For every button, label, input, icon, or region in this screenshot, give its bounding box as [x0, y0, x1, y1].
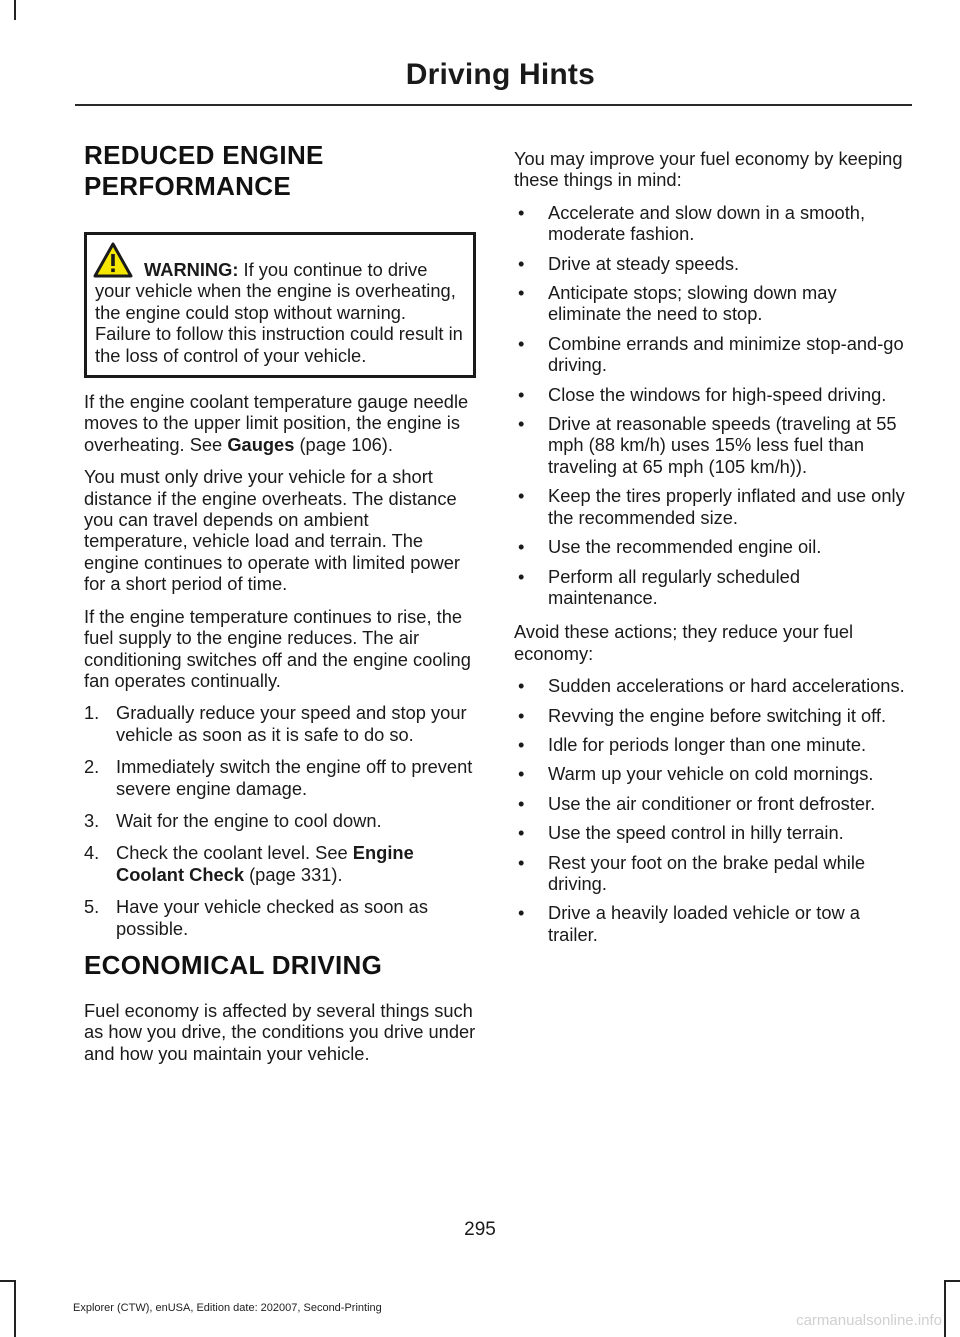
crop-mark-top-left [14, 0, 16, 20]
overheat-paragraph: If the engine coolant temperature gauge needle moves to the upper limit position, the engine is overheating. See Gauges (page 106). [84, 391, 469, 455]
list-item: • Accelerate and slow down in a smooth, moderate fashion. [518, 201, 866, 245]
list-item: • Use the speed control in hilly terrain. [518, 822, 844, 844]
list-item: • Warm up your vehicle on cold mornings. [518, 763, 874, 785]
reduced-heading-line1: REDUCED ENGINE [84, 140, 324, 170]
watermark: carmanualsonline.info [796, 1312, 942, 1329]
list-item: • Drive a heavily loaded vehicle or tow a trailer. [518, 902, 860, 945]
list-item: 1. Gradually reduce your speed and stop your vehicle as soon as it is safe to do so. [84, 702, 467, 745]
improve-list [514, 202, 909, 609]
section-title: Driving Hints [405, 58, 595, 91]
list-item: • Use the recommended engine oil. [518, 536, 822, 558]
list-item: • Sudden accelerations or hard accelerations. [518, 675, 905, 697]
list-item: • Idle for periods longer than one minute. [518, 733, 867, 755]
improve-intro: You may improve your fuel economy by keeping these things in mind: [514, 148, 903, 191]
avoid-list [514, 675, 909, 945]
left-column [84, 140, 476, 1075]
warning-label: WARNING: [144, 259, 239, 280]
fuel-economy-paragraph: Fuel economy is affected by several things such as how you drive, the conditions you drive under and how you maintain your vehicle. [84, 999, 476, 1064]
warning-box [84, 232, 476, 378]
list-item: 5. Have your vehicle checked as soon as possible. [84, 896, 428, 939]
steps-list [84, 702, 476, 939]
economical-driving-heading: ECONOMICAL DRIVING [84, 949, 383, 980]
avoid-intro: Avoid these actions; they reduce your fuel economy: [514, 621, 854, 664]
list-item: 3. Wait for the engine to cool down. [84, 809, 382, 831]
short-distance-paragraph: You must only drive your vehicle for a short distance if the engine overheats. The distance you can travel depends on ambient temperature, vehicle load and terrain. The engine continues to operate with limited power for a short period of time. [84, 466, 461, 595]
list-item: • Revving the engine before switching it off. [518, 704, 887, 726]
reduced-engine-heading [84, 140, 476, 202]
list-item: • Anticipate stops; slowing down may eliminate the need to stop. [518, 282, 837, 325]
crop-mark-bottom-left-h [0, 1280, 16, 1282]
reduced-heading-line2: PERFORMANCE [84, 171, 291, 201]
engine-coolant-check-link[interactable]: Engine Coolant Check [116, 842, 414, 885]
warning-body: If you continue to drive your vehicle when the engine is overheating, the engine could stop without warning. Failure to follow this instruction could result in the loss of control of your vehicle. [95, 259, 463, 366]
warning-triangle-icon [93, 242, 133, 278]
right-column [514, 148, 909, 958]
list-item: 4. Check the coolant level. See Engine Coolant Check (page 331). [84, 842, 414, 885]
list-item: • Close the windows for high-speed driving. [518, 383, 887, 405]
list-item: • Combine errands and minimize stop-and-go driving. [518, 332, 904, 376]
list-item: • Drive at reasonable speeds (traveling at 55 mph (88 km/h) uses 15% less fuel than traveling at 65 mph (105 km/h)). [518, 413, 897, 477]
list-item: • Perform all regularly scheduled maintenance. [518, 565, 800, 608]
list-item: • Keep the tires properly inflated and use only the recommended size. [518, 485, 905, 528]
list-item: • Use the air conditioner or front defroster. [518, 792, 876, 814]
crop-mark-bottom-right [944, 1280, 946, 1337]
edition-footer: Explorer (CTW), enUSA, Edition date: 202007, Second-Printing [73, 1302, 382, 1314]
header-rule [75, 104, 912, 106]
gauges-link[interactable]: Gauges [227, 433, 295, 455]
temperature-rise-paragraph: If the engine temperature continues to rise, the fuel supply to the engine reduces. The air conditioning switches off and the engine cooling fan operates continually. [84, 605, 471, 691]
warning-text [95, 259, 465, 366]
list-item: • Drive at steady speeds. [518, 252, 740, 274]
list-item: • Rest your foot on the brake pedal while driving. [518, 851, 866, 894]
crop-mark-bottom-left [14, 1280, 16, 1337]
list-item: 2. Immediately switch the engine off to prevent severe engine damage. [84, 756, 473, 799]
crop-mark-bottom-right-h [944, 1280, 960, 1282]
page-number: 295 [464, 1219, 496, 1240]
